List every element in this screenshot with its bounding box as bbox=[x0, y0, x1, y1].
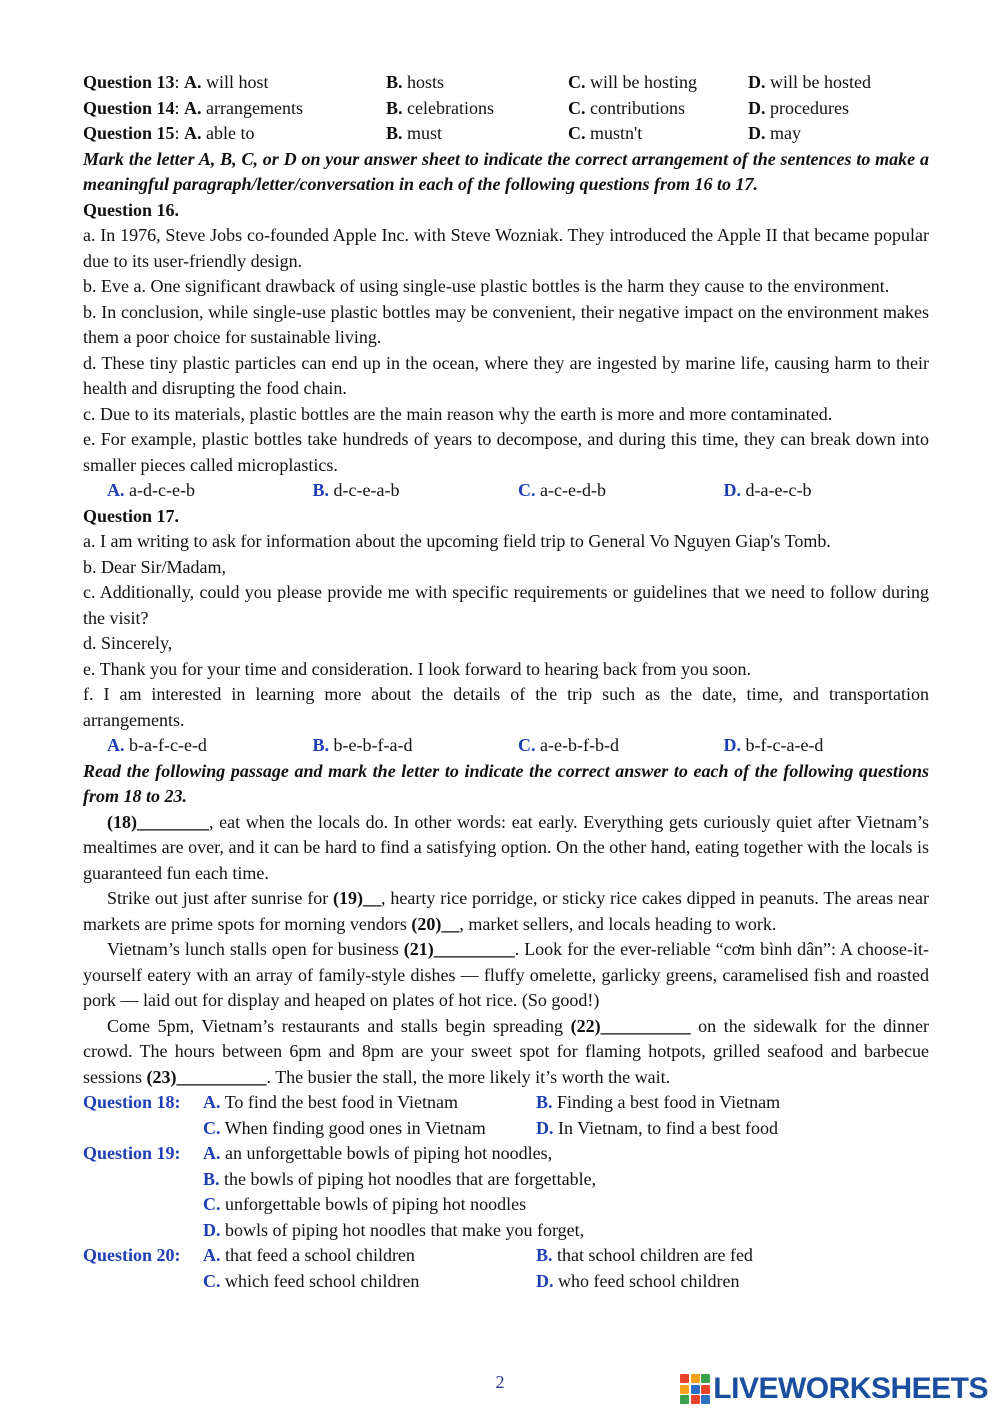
q17-option-d[interactable]: D. b-f-c-a-e-d bbox=[723, 735, 824, 755]
instruction-16-17: Mark the letter A, B, C, or D on your answer sheet to indicate the correct arrangement of the sentences to make a meaningful paragraph/letter/conversation in each of the following questions from 16 to 17. bbox=[83, 148, 929, 194]
q14-option-d[interactable]: procedures bbox=[770, 97, 849, 118]
q17-sentence: c. Additionally, could you please provide me with specific requirements or guidelines that we need to follow during the visit? bbox=[83, 582, 929, 628]
q19-option-a[interactable]: A. an unforgettable bowls of piping hot noodles, bbox=[203, 1143, 553, 1163]
question-18-row-2 bbox=[83, 1116, 929, 1142]
question-20-row-2 bbox=[83, 1269, 929, 1295]
q17-option-c[interactable]: C. a-e-b-f-b-d bbox=[518, 735, 619, 755]
question-19-row-3 bbox=[83, 1192, 929, 1218]
q18-option-a[interactable]: A. To find the best food in Vietnam bbox=[203, 1092, 458, 1112]
q13-option-c[interactable]: will be hosting bbox=[590, 72, 697, 92]
q17-options bbox=[83, 733, 929, 759]
passage-paragraph-4: Come 5pm, Vietnam’s restaurants and stalls begin spreading (22)__________ on the sidewalk for the dinner crowd. The hours between 6pm and 8pm are your sweet spot for flaming hotpots, grilled seafood and barbecue sessions (23)__________. The busier the stall, the more likely it’s worth the wait. bbox=[83, 1015, 929, 1087]
question-20-label: Question 20: bbox=[83, 1245, 181, 1265]
question-19-row-1 bbox=[83, 1141, 929, 1167]
question-18-row-1 bbox=[83, 1090, 929, 1116]
q17-sentence: d. Sincerely, bbox=[83, 633, 173, 653]
q16-sentence: d. These tiny plastic particles can end up in the ocean, where they are ingested by marine life, causing harm to their health and disrupting the food chain. bbox=[83, 352, 929, 398]
question-15-label: Question 15 bbox=[83, 123, 175, 143]
question-17-title: Question 17. bbox=[83, 505, 180, 526]
question-13-row: Question 13: A. will host B. hosts C. will be hosting D. will be hosted bbox=[83, 72, 871, 92]
q16-sentence: c. Due to its materials, plastic bottles are the main reason why the earth is more and more contaminated. bbox=[83, 403, 833, 424]
passage-paragraph-1: (18)________, eat when the locals do. In other words: eat early. Everything gets curiously quiet after Vietnam’s mealtimes are over, and it can be hard to find a satisfying option. On the other hand, eating together with the locals is guaranteed fun each time. bbox=[83, 811, 929, 883]
question-18-label: Question 18: bbox=[83, 1092, 181, 1112]
instruction-18-23: Read the following passage and mark the letter to indicate the correct answer to each of the following questions from 18 to 23. bbox=[83, 760, 929, 806]
q16-option-a[interactable]: A. a-d-c-e-b bbox=[107, 480, 195, 500]
q19-option-c[interactable]: C. unforgettable bowls of piping hot noodles bbox=[203, 1194, 527, 1214]
page-number: 2 bbox=[495, 1372, 505, 1392]
passage-paragraph-3: Vietnam’s lunch stalls open for business (21)_________. Look for the ever-reliable “cơm bình dân”: A choose-it-yourself eatery with an array of family-style dishes — fluffy omelette, garlicky greens, caramelised fish and roasted pork — laid out for display and heaped on plates of hot rice. (So good!) bbox=[83, 939, 929, 1010]
passage-paragraph-2: Strike out just after sunrise for (19)__, hearty rice porridge, or sticky rice cakes dipped in peanuts. The areas near markets are prime spots for morning vendors (20)__, market sellers, and locals heading to work. bbox=[83, 888, 929, 934]
blank-21[interactable]: (21)_________ bbox=[403, 939, 515, 959]
q19-option-b[interactable]: B. the bowls of piping hot noodles that are forgettable, bbox=[203, 1168, 597, 1189]
q16-option-d[interactable]: D. d-a-e-c-b bbox=[723, 480, 812, 500]
q15-option-d[interactable]: may bbox=[770, 123, 801, 143]
blank-18[interactable]: (18)________ bbox=[107, 811, 209, 832]
question-14-label: Question 14 bbox=[83, 97, 175, 118]
blank-20[interactable]: (20)__ bbox=[411, 913, 460, 934]
q14-option-c[interactable]: contributions bbox=[590, 97, 685, 118]
question-15-row: Question 15: A. able to B. must C. mustn't D. may bbox=[83, 123, 801, 143]
question-19-row-2 bbox=[83, 1167, 929, 1193]
q17-sentence: e. Thank you for your time and consideration. I look forward to hearing back from you soon. bbox=[83, 658, 751, 679]
q18-option-d[interactable]: D. In Vietnam, to find a best food bbox=[536, 1117, 779, 1138]
q13-option-b[interactable]: hosts bbox=[407, 72, 445, 92]
q20-option-a[interactable]: A. that feed a school children bbox=[203, 1245, 415, 1265]
q16-sentence: b. Eve a. One significant drawback of using single-use plastic bottles is the harm they cause to the environment. bbox=[83, 276, 890, 296]
q20-option-c[interactable]: C. which feed school children bbox=[203, 1270, 420, 1291]
liveworksheets-logo-text: LIVEWORKSHEETS bbox=[713, 1372, 988, 1405]
blank-23[interactable]: (23)__________ bbox=[146, 1066, 267, 1087]
question-19-label: Question 19: bbox=[83, 1143, 181, 1163]
blank-22[interactable]: (22)__________ bbox=[570, 1015, 691, 1036]
q14-option-b[interactable]: celebrations bbox=[407, 97, 494, 118]
liveworksheets-logo bbox=[680, 1372, 988, 1406]
question-19-row-4 bbox=[83, 1218, 929, 1244]
q14-option-a[interactable]: arrangements bbox=[206, 97, 303, 118]
q13-option-d[interactable]: will be hosted bbox=[770, 72, 871, 92]
q16-sentence: b. In conclusion, while single-use plastic bottles may be convenient, their negative impact on the environment makes them a poor choice for sustainable living. bbox=[83, 301, 929, 347]
q18-option-c[interactable]: C. When finding good ones in Vietnam bbox=[203, 1117, 486, 1138]
q15-option-a[interactable]: able to bbox=[206, 123, 255, 143]
q19-option-d[interactable]: D. bowls of piping hot noodles that make you forget, bbox=[203, 1219, 585, 1240]
q15-option-c[interactable]: mustn't bbox=[590, 123, 643, 143]
q17-option-a[interactable]: A. b-a-f-c-e-d bbox=[107, 735, 207, 755]
blank-19[interactable]: (19)__ bbox=[333, 888, 382, 908]
q20-option-b[interactable]: B. that school children are fed bbox=[536, 1245, 753, 1265]
q17-sentence: f. I am interested in learning more about the details of the trip such as the date, time, and transportation arrangements. bbox=[83, 684, 929, 730]
q20-option-d[interactable]: D. who feed school children bbox=[536, 1270, 740, 1291]
q16-sentence: e. For example, plastic bottles take hundreds of years to decompose, and during this time, they can break down into smaller pieces called microplastics. bbox=[83, 429, 929, 475]
worksheet-page bbox=[83, 70, 929, 1294]
q18-option-b[interactable]: B. Finding a best food in Vietnam bbox=[536, 1092, 781, 1112]
q16-options bbox=[83, 478, 929, 504]
q17-sentence: a. I am writing to ask for information about the upcoming field trip to General Vo Nguyen Giap's Tomb. bbox=[83, 531, 831, 551]
q17-sentence: b. Dear Sir/Madam, bbox=[83, 556, 226, 577]
q16-sentence: a. In 1976, Steve Jobs co-founded Apple Inc. with Steve Wozniak. They introduced the Apple II that became popular due to its user-friendly design. bbox=[83, 225, 929, 271]
question-16-title: Question 16. bbox=[83, 199, 180, 220]
q16-option-c[interactable]: C. a-c-e-d-b bbox=[518, 480, 606, 500]
q16-option-b[interactable]: B. d-c-e-a-b bbox=[312, 480, 400, 500]
question-14-row: Question 14: A. arrangements B. celebrations C. contributions D. procedures bbox=[83, 97, 849, 118]
question-13-label: Question 13 bbox=[83, 72, 175, 92]
q15-option-b[interactable]: must bbox=[407, 123, 443, 143]
question-20-row-1 bbox=[83, 1243, 929, 1269]
liveworksheets-logo-icon bbox=[680, 1374, 710, 1404]
q17-option-b[interactable]: B. b-e-b-f-a-d bbox=[312, 735, 413, 755]
q13-option-a[interactable]: will host bbox=[206, 72, 269, 92]
